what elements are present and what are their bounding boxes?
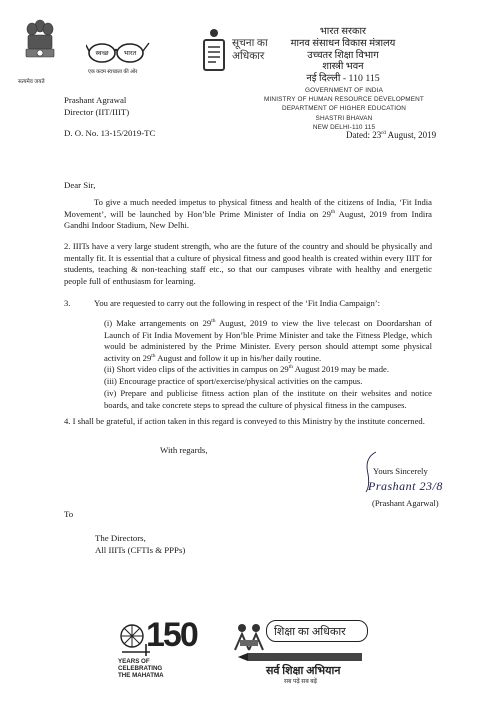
item2-text: (ii) Short video clips of the activities in campus on 29 [104,364,289,374]
salutation: Dear Sir, [64,180,96,190]
para1-text-end: August, 2019 from Indira Gandhi Indoor Stadium, New Delhi. [64,208,432,231]
shiksha-subtitle: सर्व शिक्षा अभियान [266,665,341,677]
english-line: DEPARTMENT OF HIGHER EDUCATION [281,105,407,113]
list-item-1 [104,318,432,364]
to-label: To [64,509,74,519]
addressee-block [95,533,185,556]
shiksha-ka-adhikar-logo [232,618,372,685]
swachh-right-text: भारत [123,50,137,57]
signatory-name: (Prashant Agarwal) [372,498,439,508]
swachh-left-text: स्वच्छ [95,50,109,57]
addressee-line-1: The Directors, [95,533,146,543]
paragraph-3: You are requested to carry out the following in respect of the ‘Fit India Campaign’: [94,298,380,308]
gandhi-150-logo [118,618,198,688]
english-line: GOVERNMENT OF INDIA [304,87,383,94]
gandhi-caption [118,658,164,679]
english-address-block [244,86,444,132]
hindi-address-block [268,26,418,85]
list-item-2 [104,364,432,376]
item1-sup-2: th [151,352,156,359]
paragraph-4: 4. I shall be grateful, if action taken in this regard is conveyed to this Ministry by the institute concerned. [64,416,425,426]
pencil-icon [238,652,368,662]
item1-text-mid: August, 2019 to view the live telecast on Doordarshan of Launch of Fit India Movement by Hon’ble Prime Minister and take the Fitness Pledge, which would be administered by the Prime Minister. Every person should attempt some physical activity on 29 [104,318,433,363]
rti-text [232,37,268,63]
handwritten-signature: Prashant 23/8 [368,479,443,493]
hindi-line: शास्त्री भवन [322,61,364,73]
item2-sup: th [288,364,294,371]
rti-info-icon [202,28,226,72]
gandhi-line: YEARS OF [118,658,150,665]
english-line: SHASTRI BHAVAN [315,114,373,122]
para1-text: To give a much needed impetus to physical fitness and health of the citizens of India, ‘Fit India Movement’, will be launched by Hon’ble Prime Minister of India on 29 [64,197,432,219]
hindi-line: उच्चतर शिक्षा विभाग [307,49,379,61]
sender-name: Prashant Agrawal [64,95,127,105]
shiksha-title: शिक्षा का अधिकार [274,626,346,638]
gandhi-line: CELEBRATING [118,665,163,672]
gandhi-line: THE MAHATMA [118,672,164,679]
shiksha-tagline: सब पढ़ें सब बढ़ें [284,679,318,685]
date-suffix-sup: rd [381,130,386,136]
paragraph-1 [64,197,432,232]
rti-line-2: अधिकार [232,51,265,62]
hindi-line: भारत सरकार [319,26,367,37]
yours-sincerely: Yours Sincerely [373,466,428,476]
sender-designation: Director (IIT/IIIT) [64,106,130,117]
list-item-4: (iv) Prepare and publicise fitness action plan of the institute on their websites and notice boards, and take concrete steps to spread the culture of physical fitness in the campuses. [104,388,432,410]
do-number: D. O. No. 13-15/2019-TC [64,128,156,138]
list-item-3: (iii) Encourage practice of sport/exercise/physical activities on the campus. [104,376,363,386]
sender-block [64,95,129,118]
swachh-tagline: एक कदम स्वच्छता की ओर [88,69,138,75]
paragraph-2: 2. IIITs have a very large student strength, who are the future of the country and should be physically and mentally fit. It is essential that a culture of physical fitness and good health is created within every IIIT for students, teaching & non-teaching staff etc., so that our campuses vibrate with healthy and energetic people full of enthusiasm for learning. [64,241,432,286]
letter-date [346,130,436,140]
national-emblem-icon [22,18,58,74]
item1-sup: th [211,318,216,325]
rti-line-1: सूचना का [232,38,268,49]
swachh-bharat-logo [86,41,150,79]
with-regards: With regards, [160,445,208,455]
item1-text-end: August and follow it up in his/her daily routine. [155,352,322,363]
paragraph-3-number: 3. [64,298,71,308]
english-line: NEW DELHI-110 115 [312,123,376,131]
english-line: MINISTRY OF HUMAN RESOURCE DEVELOPMENT [264,96,424,104]
emblem-caption: सत्यमेव जयते [18,79,45,85]
date-prefix: Dated: 23 [346,130,382,140]
gandhi-number: 150 [146,616,197,654]
hindi-line: नई दिल्ली - 110 115 [306,73,380,85]
item1-text: (i) Make arrangements on 29 [104,318,212,328]
item2-text-end: August 2019 may be made. [293,364,389,374]
date-suffix: August, 2019 [385,130,437,140]
hindi-line: मानव संसाधन विकास मंत्रालय [290,37,396,49]
addressee-line-2: All IIITs (CFTIs & PPPs) [95,544,186,555]
para1-sup: th [330,208,336,215]
